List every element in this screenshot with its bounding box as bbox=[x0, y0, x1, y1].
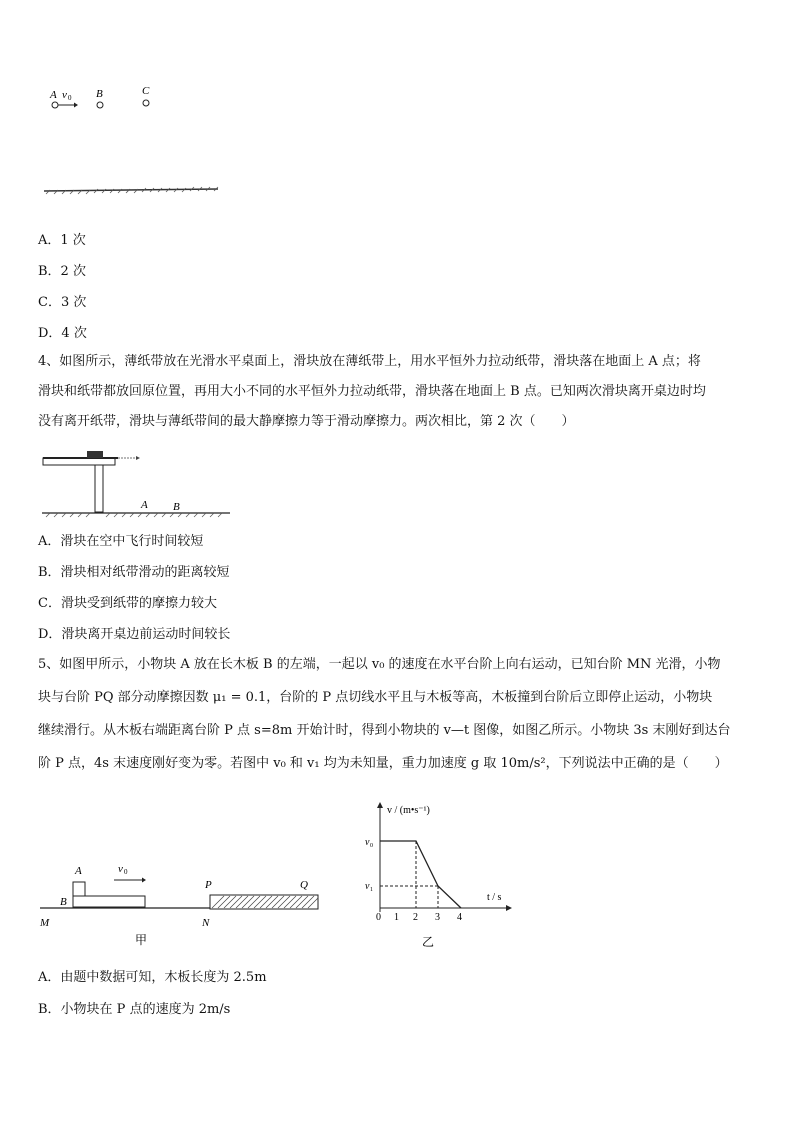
label-v0-sub: 0 bbox=[68, 94, 72, 102]
label-b: B bbox=[96, 88, 103, 100]
caption-jia: 甲 bbox=[135, 933, 148, 947]
q3-option-c: C．3 次 bbox=[38, 295, 87, 310]
tick-2: 2 bbox=[413, 912, 418, 923]
label-m: M bbox=[40, 917, 50, 929]
tick-0: 0 bbox=[376, 912, 381, 923]
q4-figure bbox=[40, 446, 250, 521]
table-top bbox=[43, 458, 115, 465]
q5-figure-yi bbox=[360, 800, 520, 950]
v0-label-sub: 0 bbox=[370, 843, 373, 849]
arrow-head-icon bbox=[74, 103, 78, 108]
q5-option-b: B．小物块在 P 点的速度为 2m/s bbox=[38, 1002, 231, 1017]
label-a: A bbox=[75, 865, 82, 877]
label-a: A bbox=[50, 89, 57, 101]
label-v0: v bbox=[62, 89, 67, 101]
label-v0: v bbox=[118, 863, 123, 875]
q5-line-3: 继续滑行。从木板右端距离台阶 P 点 s=8m 开始计时，得到小物块的 v—t 图像，如图乙所示。小物块 3s 末刚好到达台 bbox=[38, 723, 731, 738]
label-b: B bbox=[60, 896, 67, 908]
y-arrow-icon bbox=[377, 802, 383, 808]
arrow-head-icon bbox=[136, 456, 140, 460]
slider-block bbox=[87, 451, 103, 458]
q5-stem bbox=[38, 648, 760, 780]
label-n: N bbox=[202, 917, 210, 929]
q4-option-a: A．滑块在空中飞行时间较短 bbox=[38, 534, 204, 549]
q3-figure bbox=[40, 80, 230, 200]
q4-line-2: 滑块和纸带都放回原位置，再用大小不同的水平恒外力拉动纸带，滑块落在地面上 B 点。已知两次滑块离开桌边时均 bbox=[38, 384, 706, 399]
ball-c bbox=[143, 100, 149, 106]
q4-option-c: C．滑块受到纸带的摩擦力较大 bbox=[38, 596, 217, 611]
q5-line-1: 5、如图甲所示，小物块 A 放在长木板 B 的左端，一起以 v₀ 的速度在水平台阶上向右运动，已知台阶 MN 光滑，小物 bbox=[38, 657, 721, 672]
block-a bbox=[73, 882, 85, 896]
label-p: P bbox=[205, 879, 212, 891]
label-a: A bbox=[141, 499, 148, 511]
v1-label-sub: 1 bbox=[370, 887, 373, 893]
q5-line-4: 阶 P 点，4s 末速度刚好变为零。若图中 v₀ 和 v₁ 均为未知量，重力加速度 g 取 10m/s²，下列说法中正确的是（ ） bbox=[38, 756, 728, 771]
board-b bbox=[73, 896, 145, 907]
tick-4: 4 bbox=[457, 912, 462, 923]
tick-1: 1 bbox=[394, 912, 399, 923]
q4-line-1: 4、如图所示，薄纸带放在光滑水平桌面上，滑块放在薄纸带上，用水平恒外力拉动纸带，滑块落在地面上 A 点；将 bbox=[38, 354, 701, 369]
arrow-head-icon bbox=[142, 878, 146, 883]
label-b: B bbox=[173, 501, 180, 513]
label-q: Q bbox=[300, 879, 308, 891]
q4-stem bbox=[38, 347, 760, 437]
label-v0-sub: 0 bbox=[124, 868, 128, 876]
ball-b bbox=[97, 102, 103, 108]
vt-curve bbox=[380, 841, 461, 908]
q5-option-a: A．由题中数据可知，木板长度为 2.5m bbox=[38, 970, 267, 985]
paper-tape bbox=[43, 457, 118, 459]
v0-label: v bbox=[365, 837, 370, 848]
q5-figure-jia bbox=[38, 858, 328, 948]
v1-label: v bbox=[365, 881, 370, 892]
tick-3: 3 bbox=[435, 912, 440, 923]
caption-yi: 乙 bbox=[422, 935, 435, 949]
x-arrow-icon bbox=[506, 905, 512, 911]
table-leg bbox=[95, 465, 103, 512]
y-axis-label: v / (m•s⁻¹) bbox=[387, 805, 430, 816]
x-axis-label: t / s bbox=[487, 892, 502, 903]
q3-option-a: A．1 次 bbox=[38, 233, 86, 248]
q4-option-b: B．滑块相对纸带滑动的距离较短 bbox=[38, 565, 230, 580]
q5-line-2: 块与台阶 PQ 部分动摩擦因数 μ₁ = 0.1，台阶的 P 点切线水平且与木板等高，木板撞到台阶后立即停止运动，小物块 bbox=[38, 690, 713, 705]
label-c: C bbox=[142, 85, 150, 97]
q3-option-b: B．2 次 bbox=[38, 264, 86, 279]
q4-option-d: D．滑块离开桌边前运动时间较长 bbox=[38, 627, 231, 642]
ball-a bbox=[52, 102, 58, 108]
q3-option-d: D．4 次 bbox=[38, 326, 87, 341]
q4-line-3: 没有离开纸带，滑块与薄纸带间的最大静摩擦力等于滑动摩擦力。两次相比，第 2 次（ ） bbox=[38, 414, 575, 429]
